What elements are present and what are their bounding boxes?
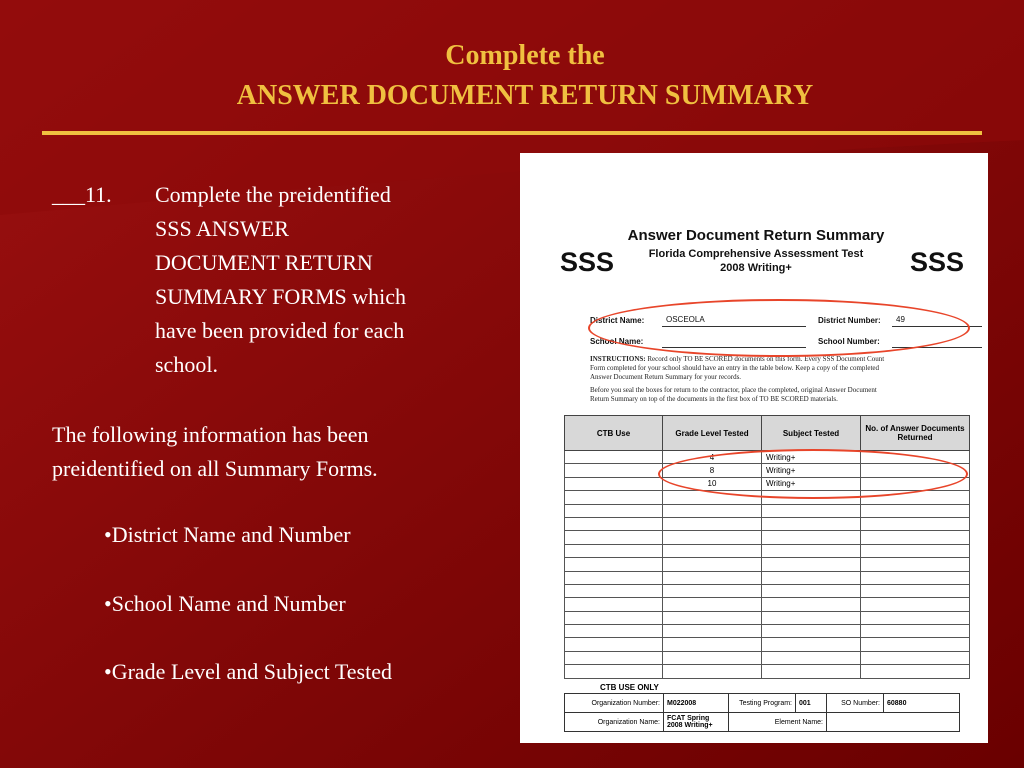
slide-title	[0, 36, 1024, 116]
step-text	[155, 178, 490, 382]
column-header: Subject Tested	[762, 416, 861, 451]
district-highlight-oval	[588, 299, 970, 357]
testing-program-label: Testing Program:	[729, 694, 796, 713]
district-number-value: 49	[896, 315, 905, 324]
ctb-use-table	[564, 693, 960, 732]
district-number-label: District Number:	[818, 316, 881, 325]
table-row	[565, 544, 970, 557]
instructions-line: Answer Document Return Summary for your records.	[590, 373, 742, 381]
so-number-label: SO Number:	[827, 694, 884, 713]
district-name-label: District Name:	[590, 316, 645, 325]
sss-logo-left: SSS	[560, 247, 615, 277]
column-header: No. of Answer Documents Returned	[861, 416, 970, 451]
ctb-use-title: CTB USE ONLY	[600, 683, 659, 692]
step-line: DOCUMENT RETURN	[155, 250, 373, 275]
bullet-school: •School Name and Number	[104, 591, 346, 616]
instructions-line: Before you seal the boxes for return to the contractor, place the completed, original Answer Document	[590, 386, 877, 394]
table-row	[565, 584, 970, 597]
table-row	[565, 611, 970, 624]
grade-cell: 4	[663, 451, 762, 464]
school-name-label: School Name:	[590, 337, 644, 346]
step-line: Complete the preidentified	[155, 182, 391, 207]
org-number-value: M022008	[664, 694, 729, 713]
grade-cell: 8	[663, 464, 762, 477]
table-row	[565, 665, 970, 678]
so-number-value: 60880	[884, 694, 960, 713]
info-line: preidentified on all Summary Forms.	[52, 456, 378, 481]
step-line: SUMMARY FORMS which	[155, 284, 407, 309]
info-line: The following information has been	[52, 422, 369, 447]
table-row	[565, 598, 970, 611]
table-row	[565, 638, 970, 651]
grade-highlight-oval	[658, 449, 968, 499]
subject-cell: Writing+	[762, 477, 861, 490]
title-line-2: ANSWER DOCUMENT RETURN SUMMARY	[236, 80, 814, 111]
instructions-text	[590, 355, 970, 404]
org-name-value: FCAT Spring 2008 Writing+	[664, 713, 729, 732]
step-line: SSS ANSWER	[155, 216, 289, 241]
step-line: school.	[155, 352, 218, 377]
sss-logo-right: SSS	[910, 247, 965, 277]
table-row	[565, 625, 970, 638]
column-header: CTB Use	[565, 416, 663, 451]
table-row	[565, 531, 970, 544]
info-paragraph	[52, 418, 492, 486]
subject-cell: Writing+	[762, 464, 861, 477]
table-row	[565, 558, 970, 571]
table-row	[565, 651, 970, 664]
instructions-text-1: Record only TO BE SCORED documents on this form. Every SSS Document Count	[647, 355, 885, 363]
district-name-value: OSCEOLA	[666, 315, 705, 324]
school-number-label: School Number:	[818, 337, 880, 346]
instructions-label: INSTRUCTIONS:	[590, 355, 646, 363]
title-line-1: Complete the	[445, 40, 605, 71]
grade-cell: 10	[663, 477, 762, 490]
element-name-value	[827, 713, 960, 732]
title-divider	[42, 131, 982, 135]
column-header: Grade Level Tested	[663, 416, 762, 451]
form-subtitle-1: Florida Comprehensive Assessment Test	[648, 248, 864, 260]
testing-program-value: 001	[796, 694, 827, 713]
subject-cell: Writing+	[762, 451, 861, 464]
form-image	[520, 153, 988, 743]
table-row	[565, 571, 970, 584]
bullet-district: •District Name and Number	[104, 522, 351, 547]
form-title: Answer Document Return Summary	[627, 227, 885, 244]
instructions-line: Form completed for your school should have an entry in the table below. Keep a copy of the completed	[590, 364, 879, 372]
table-row	[565, 517, 970, 530]
form-subtitle-2: 2008 Writing+	[720, 262, 792, 274]
step-number: ___11.	[52, 182, 112, 207]
bullet-grade-subject: •Grade Level and Subject Tested	[104, 659, 392, 684]
table-row	[565, 504, 970, 517]
element-name-label: Element Name:	[729, 713, 827, 732]
org-name-label: Organization Name:	[565, 713, 664, 732]
instructions-line: Return Summary on top of the documents in the first box of TO BE SCORED materials.	[590, 395, 838, 403]
step-line: have been provided for each	[155, 318, 405, 343]
org-number-label: Organization Number:	[565, 694, 664, 713]
